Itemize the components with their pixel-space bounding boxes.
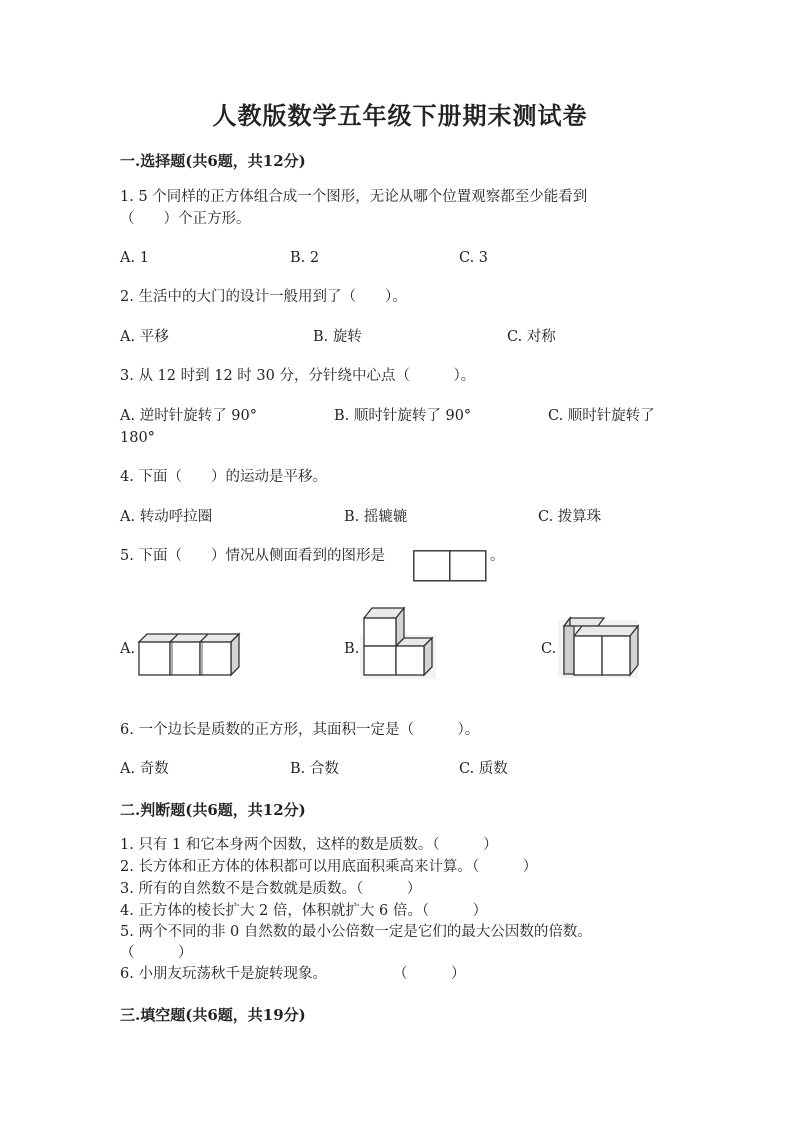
q3-option-b: B. 顺时针旋转了 90°: [334, 408, 472, 424]
judge-item-1: 1. 只有 1 和它本身两个因数，这样的数是质数。（ ）: [120, 837, 498, 853]
q5-option-b-cube-figure: [360, 605, 438, 679]
q6-option-b: B. 合数: [290, 761, 339, 777]
q3-option-a: A. 逆时针旋转了 90°: [120, 408, 257, 424]
q5-option-c-cube-figure: [558, 616, 640, 678]
q1-stem-line1: 1. 5 个同样的正方体组合成一个图形，无论从哪个位置观察都至少能看到: [120, 189, 588, 205]
q1-option-b: B. 2: [290, 250, 320, 266]
q2-option-c: C. 对称: [507, 329, 556, 345]
q1-option-c: C. 3: [459, 250, 489, 266]
q5-option-a-label: A.: [120, 641, 136, 657]
judge-item-6-blank: （ ）: [393, 966, 466, 982]
judge-item-5: 5. 两个不同的非 0 自然数的最小公倍数一定是它们的最大公因数的倍数。: [120, 924, 592, 940]
q3-stem: 3. 从 12 时到 12 时 30 分，分针绕中心点（ ）。: [120, 368, 476, 384]
q3-option-c-continued: 180°: [120, 430, 155, 446]
q5-stem: 5. 下面（ ）情况从侧面看到的图形是: [120, 548, 385, 564]
q5-stem-end: 。: [490, 548, 505, 564]
q4-option-a: A. 转动呼拉圈: [120, 509, 213, 525]
q4-option-b: B. 摇辘辘: [344, 509, 408, 525]
q5-option-c-label: C.: [541, 641, 557, 657]
q1-option-a: A. 1: [120, 250, 149, 266]
q2-option-a: A. 平移: [120, 329, 169, 345]
section-heading-fill: 三.填空题(共6题，共19分): [120, 1006, 306, 1024]
section-heading-choice: 一.选择题(共6题，共12分): [120, 152, 306, 170]
judge-item-5-blank: （ ）: [120, 945, 193, 961]
judge-item-6: 6. 小朋友玩荡秋千是旋转现象。: [120, 966, 327, 982]
page-title: 人教版数学五年级下册期末测试卷: [212, 101, 588, 130]
judge-item-3: 3. 所有的自然数不是合数就是质数。（ ）: [120, 881, 422, 897]
q6-stem: 6. 一个边长是质数的正方形，其面积一定是（ ）。: [120, 722, 480, 738]
q4-option-c: C. 拨算珠: [538, 509, 602, 525]
q1-stem-line2: （ ）个正方形。: [120, 211, 251, 227]
q5-option-b-label: B.: [344, 641, 360, 657]
q2-option-b: B. 旋转: [313, 329, 362, 345]
q4-stem: 4. 下面（ ）的运动是平移。: [120, 469, 327, 485]
q6-option-c: C. 质数: [459, 761, 508, 777]
section-heading-judge: 二.判断题(共6题，共12分): [120, 801, 306, 819]
q2-stem: 2. 生活中的大门的设计一般用到了（ ）。: [120, 289, 407, 305]
side-view-two-squares-figure: [413, 550, 489, 582]
q5-option-a-cube-figure: [136, 630, 242, 678]
q6-option-a: A. 奇数: [120, 761, 169, 777]
q3-option-c: C. 顺时针旋转了: [548, 408, 655, 424]
judge-item-4: 4. 正方体的棱长扩大 2 倍，体积就扩大 6 倍。（ ）: [120, 903, 488, 919]
judge-item-2: 2. 长方体和正方体的体积都可以用底面积乘高来计算。（ ）: [120, 859, 538, 875]
